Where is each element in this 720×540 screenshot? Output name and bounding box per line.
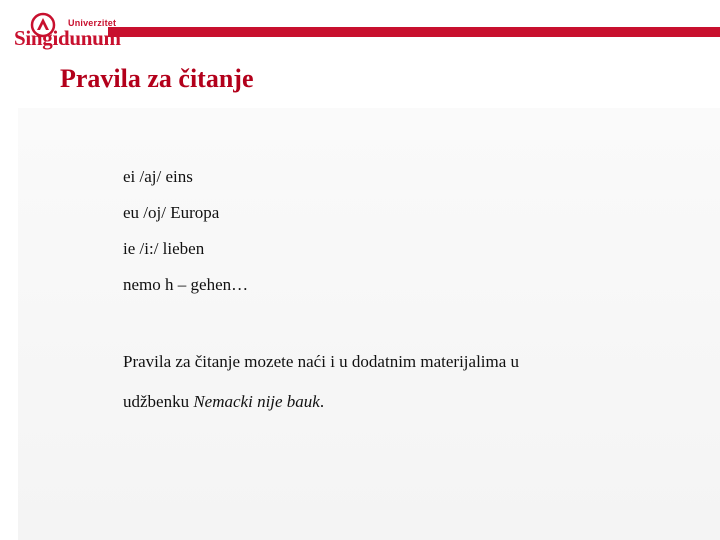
rule-item: nemo h – gehen…: [123, 275, 249, 294]
note-line-1: Pravila za čitanje mozete naći i u dodatnim materijalima u: [123, 352, 520, 371]
university-logo: [10, 8, 121, 50]
note-line-2: udžbenku Nemacki nije bauk.: [123, 392, 325, 411]
rule-item: eu /oj/ Europa: [123, 203, 220, 222]
header-bar: [108, 27, 720, 37]
textbook-note: [123, 342, 643, 422]
logo-wordmark: Singidunum: [14, 26, 121, 50]
book-title: Nemacki nije bauk: [193, 392, 320, 411]
slide-title: Pravila za čitanje: [60, 64, 254, 93]
rule-item: ei /aj/ eins: [123, 167, 193, 186]
logo-subtitle: Univerzitet: [68, 18, 117, 28]
rule-item: ie /i:/ lieben: [123, 239, 205, 258]
reading-rules-list: [123, 166, 248, 310]
